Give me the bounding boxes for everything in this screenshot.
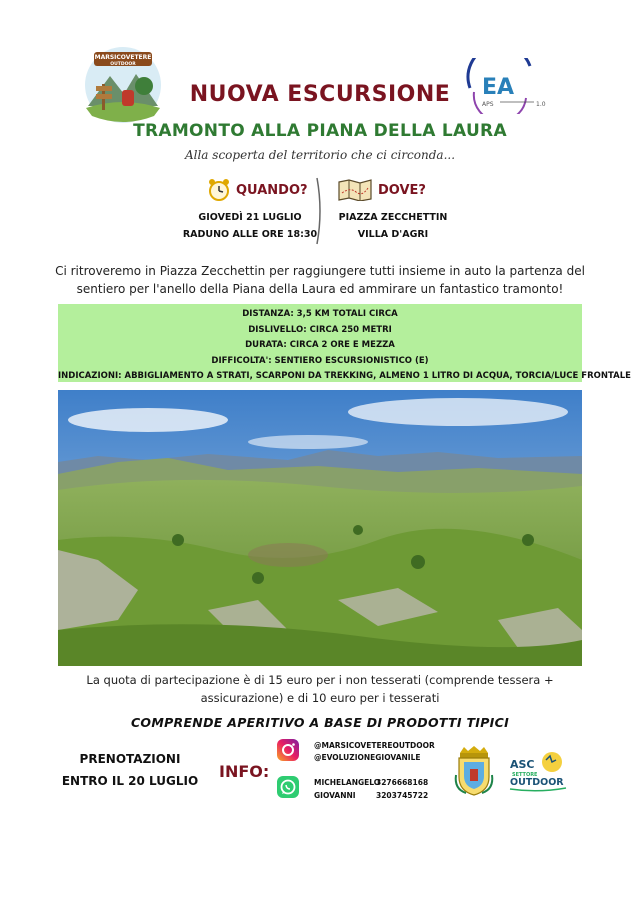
detail-elevation: DISLIVELLO: CIRCA 250 METRI (248, 324, 392, 335)
page-title: NUOVA ESCURSIONE (189, 82, 451, 107)
contact-name: GIOVANNI (314, 791, 356, 800)
asc-outdoor-logo (506, 750, 570, 794)
contact-name: MICHELANGELO (314, 778, 381, 787)
left-logo-text-top: MARSICOVETERE (94, 54, 152, 61)
map-icon (338, 179, 372, 201)
aperitivo-text: COMPRENDE APERITIVO A BASE DI PRODOTTI TIPICI (130, 715, 510, 730)
when-label: QUANDO? (236, 183, 308, 198)
instagram-icon (276, 738, 300, 762)
detail-indications: INDICAZIONI: ABBIGLIAMENTO A STRATI, SCARPONI DA TREKKING, ALMENO 1 LITRO DI ACQUA, TORCIA/LUCE FRONTALE (58, 371, 631, 381)
left-logo-text-bottom: OUTDOOR (110, 62, 136, 67)
when-date: GIOVEDÌ 21 LUGLIO (198, 212, 302, 223)
contact-phone[interactable]: 3276668168 (376, 778, 429, 787)
detail-duration: DURATA: CIRCA 2 ORE E MEZZA (245, 340, 395, 350)
info-label: INFO: (219, 762, 270, 781)
landscape-photo (58, 390, 582, 666)
instagram-handle[interactable]: @MARSICOVETEREOUTDOOR (314, 741, 435, 750)
details-box (58, 304, 631, 382)
municipal-crest-logo (452, 745, 496, 797)
tagline: Alla scoperta del territorio che ci circonda... (184, 148, 456, 162)
right-logo-aps: APS (482, 101, 494, 108)
where-town: VILLA D'AGRI (357, 229, 429, 240)
fee-text: La quota di partecipazione è di 15 euro per i non tesserati (comprende tessera + assicurazione) e di 10 euro per i tesserati (86, 673, 554, 705)
asc-main: OUTDOOR (510, 777, 564, 788)
intro-text: Ci ritroveremo in Piazza Zecchettin per raggiungere tutti insieme in auto la partenza del sentiero per l'anello della Piana della Laura ed ammirare un fantastico tramonto! (55, 264, 585, 296)
right-logo-text: EA (482, 75, 515, 100)
alarm-clock-icon (207, 178, 231, 202)
when-time: RADUNO ALLE ORE 18:30 (182, 229, 318, 240)
booking-deadline: ENTRO IL 20 LUGLIO (61, 774, 199, 788)
where-place: PIAZZA ZECCHETTIN (338, 212, 448, 223)
contact-phone[interactable]: 3203745722 (376, 791, 429, 800)
asc-sub: SETTORE (512, 772, 538, 778)
page-subtitle: TRAMONTO ALLA PIANA DELLA LAURA (133, 121, 507, 141)
detail-difficulty: DIFFICOLTA': SENTIERO ESCURSIONISTICO (E) (211, 355, 429, 366)
right-logo-version: 1.0 (536, 101, 546, 108)
asc-text: ASC (510, 758, 535, 771)
booking-label: PRENOTAZIONI (79, 752, 181, 766)
instagram-handle[interactable]: @EVOLUZIONEGIOVANILE (314, 753, 421, 762)
where-label: DOVE? (378, 183, 426, 198)
whatsapp-icon (276, 775, 300, 799)
detail-distance: DISTANZA: 3,5 KM TOTALI CIRCA (242, 309, 398, 319)
